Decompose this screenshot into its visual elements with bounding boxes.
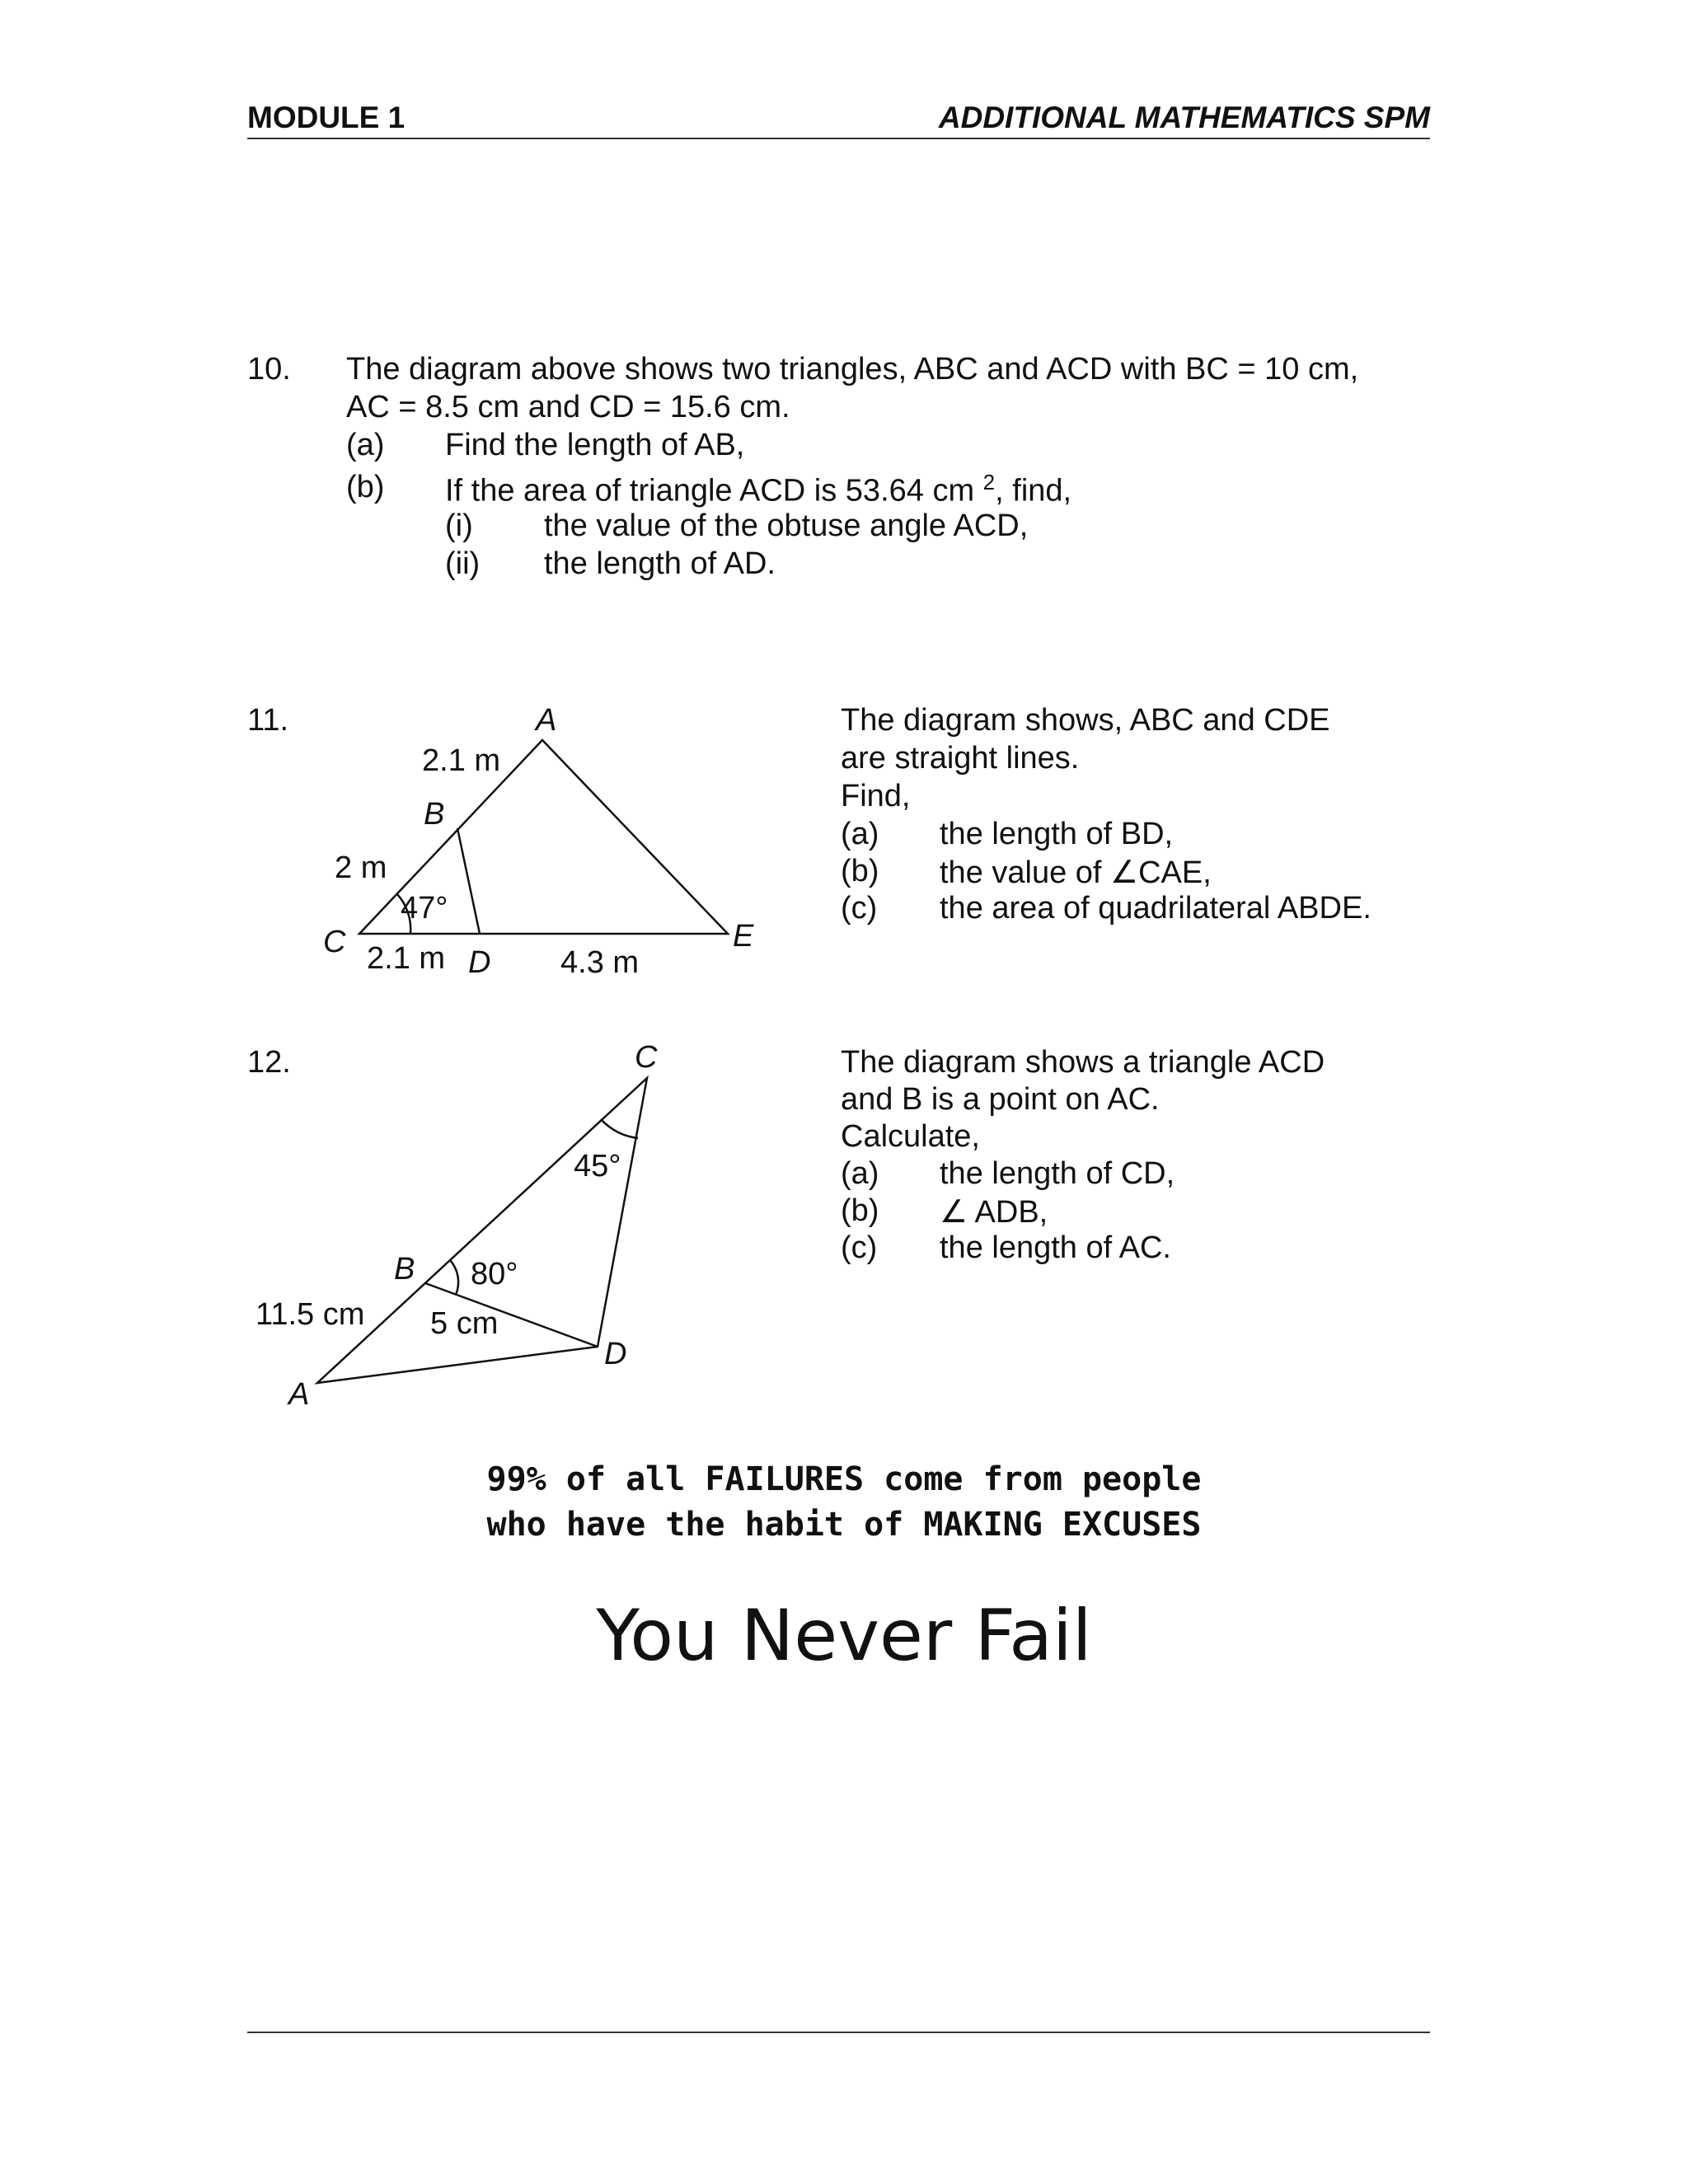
q12-b-text: ∠ ADB,	[940, 1195, 1048, 1230]
q12-angle-arc-b	[450, 1260, 458, 1295]
q11-number: 11.	[247, 703, 289, 738]
quote-line2: who have the habit of MAKING EXCUSES	[486, 1506, 1202, 1544]
q11-label-b: B	[424, 797, 445, 832]
q12-label-c: C	[635, 1040, 658, 1075]
q12-label-bd: 5 cm	[430, 1306, 499, 1341]
q11-label-cd: 2.1 m	[367, 941, 446, 976]
q11-c-label: (c)	[841, 891, 878, 926]
q11-c-text: the area of quadrilateral ABDE.	[940, 891, 1372, 926]
q12-b-label: (b)	[841, 1193, 879, 1228]
q11-b-text: the value of ∠CAE,	[940, 855, 1212, 890]
q12-c-label: (c)	[841, 1230, 878, 1265]
q10-ii-text: the length of AD.	[544, 546, 776, 581]
q12-label-d: D	[604, 1337, 627, 1371]
q10-ii-label: (ii)	[445, 546, 481, 581]
q11-a-text: the length of BD,	[940, 817, 1174, 851]
q11-line3: Find,	[841, 779, 911, 813]
q12-label-b: B	[394, 1252, 415, 1286]
q11-label-angle-c: 47°	[401, 891, 448, 926]
q12-line1: The diagram shows a triangle ACD	[841, 1045, 1325, 1080]
q11-label-a: A	[536, 703, 557, 738]
q12-line2: and B is a point on AC.	[841, 1082, 1160, 1117]
q11-line1: The diagram shows, ABC and CDE	[841, 703, 1330, 738]
q11-segment-bd	[457, 828, 480, 934]
q12-label-angle-c: 45°	[574, 1149, 621, 1183]
module-label: MODULE 1	[247, 101, 406, 134]
q12-a-text: the length of CD,	[940, 1156, 1175, 1191]
q12-label-ab: 11.5 cm	[256, 1297, 365, 1332]
q11-label-bc: 2 m	[335, 851, 387, 885]
q11-label-d: D	[468, 945, 491, 980]
q10-b-text: If the area of triangle ACD is 53.64 cm $^2$, find,	[445, 470, 1072, 509]
q11-label-c: C	[323, 925, 346, 959]
q11-label-de: 4.3 m	[560, 945, 640, 980]
q11-label-e: E	[733, 919, 754, 954]
q12-c-text: the length of AC.	[940, 1230, 1171, 1265]
q12-angle-arc-c	[601, 1119, 638, 1138]
q12-label-angle-b: 80°	[471, 1257, 518, 1291]
q10-number: 10.	[247, 352, 291, 387]
q11-a-label: (a)	[841, 817, 879, 851]
subject-title: ADDITIONAL MATHEMATICS SPM	[938, 101, 1430, 134]
q10-i-text: the value of the obtuse angle ACD,	[544, 509, 1029, 543]
q10-a-text: Find the length of AB,	[445, 428, 745, 462]
q10-line1: The diagram above shows two triangles, ABC and ACD with BC = 10 cm,	[346, 352, 1359, 387]
q11-line2: are straight lines.	[841, 741, 1080, 776]
q12-label-a: A	[288, 1377, 310, 1412]
q12-a-label: (a)	[841, 1156, 879, 1191]
q10-b-label: (b)	[346, 470, 385, 504]
q12-number: 12.	[247, 1045, 291, 1080]
q10-a-label: (a)	[346, 428, 385, 462]
q12-line3: Calculate,	[841, 1119, 980, 1154]
slogan: You Never Fail	[596, 1595, 1092, 1677]
q10-line2: AC = 8.5 cm and CD = 15.6 cm.	[346, 390, 790, 424]
q10-i-label: (i)	[445, 509, 473, 543]
footer-rule	[247, 2032, 1430, 2033]
q11-label-ab: 2.1 m	[422, 743, 501, 778]
quote-line1: 99% of all FAILURES come from people	[486, 1460, 1202, 1498]
q11-b-label: (b)	[841, 854, 879, 888]
